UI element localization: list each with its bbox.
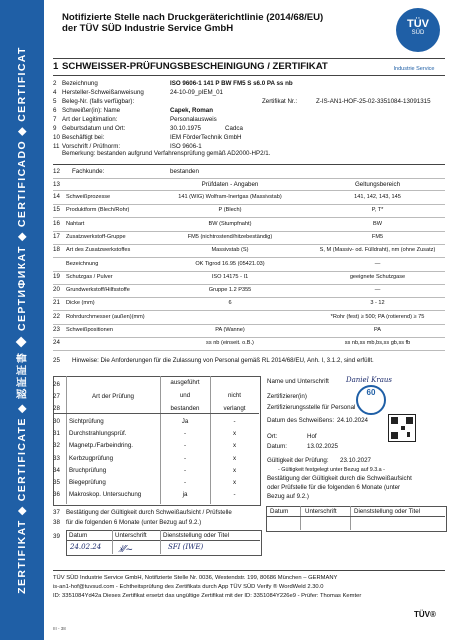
- certificate-title: SCHWEISSER-PRÜFUNGSBESCHEINIGUNG / ZERTIFIKAT: [62, 61, 328, 72]
- field-value: IEM FörderTechnik GmbH: [170, 134, 242, 141]
- param-test-value: ss nb (einseit. o.B.): [206, 340, 254, 347]
- col-head-geltungsbereich: Geltungsbereich: [354, 181, 401, 188]
- col-dienststellung-2: Dienststellung oder Titel: [354, 508, 421, 515]
- head-ausgefuehrt: ausgeführt: [170, 379, 200, 386]
- tuv-brand-mark: TÜV®: [414, 610, 436, 619]
- row-number: 38: [53, 519, 60, 526]
- row-number: 4: [53, 89, 57, 96]
- field-value: ISO 9606-1 141 P BW FM5 S s6.0 PA ss nb: [170, 80, 293, 87]
- col-unterschrift: Unterschrift: [115, 532, 147, 539]
- validity-value: 23.10.2027: [340, 457, 371, 464]
- welding-date-label: Datum des Schweißens:: [267, 417, 335, 424]
- field-value: Capek, Roman: [170, 107, 213, 114]
- place-value: Hof: [307, 433, 317, 440]
- welding-date-value: 24.10.2024: [337, 417, 368, 424]
- header-title: [62, 12, 362, 34]
- test-name: Magnetp./Farbeindring.: [69, 442, 133, 450]
- param-label: Nahtart: [66, 220, 85, 227]
- row-number: 13: [53, 181, 60, 188]
- row-number: 33: [53, 454, 60, 462]
- field-label: Art der Legitimation:: [62, 116, 118, 123]
- divider: [53, 350, 445, 351]
- param-range-value: geeignete Schutzgase: [349, 273, 406, 280]
- supervisor-signature: ﾒ⁄⁄~: [118, 545, 134, 555]
- row-number: 9: [53, 125, 57, 132]
- param-test-value: 6: [228, 300, 232, 307]
- field-value: ISO 9606-1: [170, 143, 202, 150]
- col-datum-2: Datum: [270, 508, 289, 515]
- field-label: Geburtsdatum und Ort:: [62, 125, 126, 132]
- divider: [53, 244, 445, 245]
- param-range-value: —: [374, 260, 381, 267]
- param-range-value: P, T*: [371, 207, 384, 214]
- param-label: Grundwerkstoff/Hilfsstoffe: [66, 287, 130, 294]
- validity-note-2: Bestätigung der Gültigkeit durch die Schweißaufsicht: [267, 475, 412, 482]
- param-test-value: Gruppe 1.2 P355: [208, 287, 252, 294]
- row-number: 31: [53, 430, 60, 438]
- certifier-signature: Daniel Kraus: [346, 376, 392, 384]
- param-label: Schutzgas / Pulver: [66, 273, 113, 280]
- row-number: 20: [53, 286, 60, 294]
- param-range-value: —: [374, 287, 381, 294]
- param-label: Rohrdurchmesser (außen)(mm): [66, 313, 145, 320]
- param-range-value: *Rohr (fest) ≥ 500; PA (rotierend) ≥ 75: [330, 313, 425, 320]
- row-number: 14: [53, 193, 60, 200]
- row-number: 5: [53, 98, 57, 105]
- stamp-text: 60: [366, 388, 376, 397]
- param-range-value: ss nb,ss mb,bs,ss gb,ss fb: [344, 340, 411, 347]
- param-test-value: Massivstab (S): [211, 247, 249, 254]
- divider: [53, 297, 445, 298]
- field-label: Vorschrift / Prüfnorm:: [62, 143, 121, 150]
- head-bestanden: bestanden: [170, 405, 200, 412]
- row-number: 30: [53, 418, 60, 425]
- field-value-secondary: Cadca: [225, 125, 243, 132]
- field-value: 30.10.1975: [170, 125, 201, 132]
- divider: [53, 190, 445, 191]
- validity-label: Gültigkeit der Prüfung:: [267, 457, 329, 464]
- certificate-side-band: [0, 0, 44, 640]
- param-label: Dicke (mm): [66, 300, 95, 307]
- col-dienststellung: Dienststellung oder Titel: [163, 532, 230, 539]
- footer-line-1: TÜV SÜD Industrie Service GmbH, Notifizierte Stelle Nr. 0036, Westendstr. 199, 80686 München – GERMANY: [53, 575, 338, 581]
- divider: [53, 231, 445, 232]
- validity-note-3: oder Prüfstelle für die folgenden 6 Monate (unter: [267, 484, 401, 491]
- confirmation-line-1: Bestätigung der Gültigkeit durch Schweißaufsicht / Prüfstelle: [66, 509, 232, 516]
- head-art-der-pruefung: Art der Prüfung: [92, 393, 134, 400]
- divider: [300, 506, 301, 530]
- header-title-line2: der TÜV SÜD Industrie Service GmbH: [62, 23, 234, 34]
- test-performed: -: [183, 430, 187, 438]
- test-not-required: x: [232, 442, 237, 450]
- param-test-value: 141 (WIG) Wolfram-Inertgas (Massivstab): [178, 194, 282, 200]
- divider: [53, 75, 445, 76]
- head-nicht: nicht: [227, 392, 242, 399]
- divider: [66, 540, 260, 541]
- certificate-number-label: Zertifikat Nr.:: [262, 98, 298, 105]
- test-name: Bruchprüfung: [69, 466, 107, 474]
- divider: [53, 217, 445, 218]
- footer-line-2: is-an1-hof@tuvsud.com - Echtheitsprüfung des Zertifikats durch App TÜV SÜD Verify ® WordWeld 2.30.0: [53, 584, 324, 590]
- row-number: 37: [53, 509, 60, 516]
- row-number: 28: [53, 405, 60, 412]
- field-label: Bezeichnung: [62, 80, 98, 87]
- row-number: 35: [53, 479, 60, 486]
- test-performed: -: [183, 479, 187, 486]
- tuv-logo: [396, 8, 440, 52]
- row-number: 39: [53, 533, 60, 540]
- param-range-value: BW: [372, 220, 382, 227]
- logo-text: TÜV: [407, 18, 429, 30]
- certifier-role: Zertifizierer(in): [267, 393, 307, 400]
- head-verlangt: verlangt: [223, 405, 246, 412]
- row-number: 11: [53, 143, 60, 150]
- col-head-pruefdaten: Prüfdaten - Angaben: [201, 181, 259, 188]
- issue-date-label: Datum:: [267, 443, 287, 450]
- row-number: 25: [53, 357, 60, 364]
- section-number: 1: [53, 61, 59, 72]
- divider: [53, 570, 445, 571]
- param-label: Schweißpositionen: [66, 327, 113, 333]
- issue-date-value: 13.02.2025: [307, 443, 338, 450]
- param-label: Bezeichnung: [66, 260, 99, 267]
- divider: [53, 413, 259, 414]
- test-performed: ja: [182, 491, 188, 499]
- divider: [53, 257, 445, 258]
- test-name: Sichtprüfung: [69, 418, 104, 425]
- test-name: Kerbzugprüfung: [69, 454, 114, 462]
- param-test-value: BW (Stumpfnaht): [208, 220, 252, 227]
- certification-stamp: [356, 385, 386, 415]
- divider: [53, 164, 445, 165]
- head-und: und: [179, 392, 191, 399]
- divider: [53, 178, 445, 179]
- row-number: 16: [53, 219, 60, 227]
- field-value: Personalausweis: [170, 116, 217, 123]
- field-label: Hersteller-Schweißanweisung: [62, 89, 144, 96]
- param-test-value: PA (Wanne): [215, 327, 245, 333]
- param-range-value: 141, 142, 143, 145: [354, 194, 401, 200]
- divider: [53, 310, 445, 311]
- field-value: 24-10-09_pIEM_01: [170, 89, 223, 96]
- test-name: Biegeprüfung: [69, 479, 106, 486]
- param-label: Zusatzwerkstoff-Gruppe: [66, 233, 126, 240]
- param-range-value: 3 - 12: [370, 300, 385, 307]
- validity-note-4: Bezug auf 9.2.): [267, 493, 309, 500]
- row-number: 19: [53, 272, 60, 280]
- param-label: Produktform (Blech/Rohr): [66, 207, 130, 214]
- row-number: 21: [53, 299, 60, 307]
- divider: [53, 337, 445, 338]
- side-band-text: ZERTIFIKAT ◆ CERTIFICATE ◆ 認証証書 ◆ СЕРТИФИКАТ ◆ CERTIFICADO ◆ CERTIFICAT: [16, 46, 28, 594]
- row-number: 32: [53, 442, 60, 450]
- test-performed: -: [183, 442, 187, 450]
- param-range-value: S, M (Massiv- od. Fülldraht), nm (ohne Zusatz): [319, 247, 436, 254]
- divider: [350, 506, 351, 530]
- test-performed: -: [183, 466, 187, 474]
- test-performed: Ja: [181, 418, 189, 425]
- param-test-value: FM5 (nichtrostend/hitzebeständig): [187, 233, 273, 240]
- param-test-value: ISO 14175 - I1: [211, 273, 249, 280]
- divider: [53, 271, 445, 272]
- logo-caption: Industrie Service: [393, 66, 435, 72]
- row-number: 17: [53, 232, 60, 240]
- row-number: 22: [53, 312, 60, 320]
- row-number: 6: [53, 107, 57, 114]
- remark: Bemerkung: bestanden aufgrund Verfahrensprüfung gemäß AD2000-HP2/1.: [62, 150, 271, 157]
- field-label: Schweißer(in): Name: [62, 107, 121, 114]
- col-unterschrift-2: Unterschrift: [305, 508, 337, 515]
- test-not-required: x: [232, 430, 237, 438]
- row-number: 23: [53, 326, 60, 333]
- name-label: Name und Unterschrift: [267, 378, 329, 385]
- test-not-required: x: [232, 466, 237, 474]
- field-label: Beleg-Nr. (falls verfügbar):: [62, 98, 135, 105]
- certificate-number-value: Z-IS-AN1-HOF-25-02-3351084-13091315: [316, 98, 431, 105]
- param-test-value: OK Tigrod 16.95 (05421.03): [195, 260, 265, 267]
- divider: [112, 530, 113, 554]
- test-not-required: x: [232, 454, 237, 462]
- test-not-required: -: [233, 418, 236, 425]
- row-number: 12: [53, 168, 60, 175]
- handwritten-date: 24.02.24: [70, 543, 102, 551]
- col-datum: Datum: [69, 532, 88, 539]
- header-title-line1: Notifizierte Stelle nach Druckgeräterichtlinie (2014/68/EU): [62, 12, 324, 23]
- divider: [53, 324, 445, 325]
- row-number: 7: [53, 116, 57, 123]
- row-number: 15: [53, 206, 60, 214]
- param-test-value: P (Blech): [218, 207, 242, 214]
- test-not-required: x: [232, 479, 237, 486]
- certifier-body: Zertifizierungsstelle für Personal: [267, 404, 356, 411]
- param-label: Art des Zusatzwerkstoffes: [66, 247, 131, 254]
- param-range-value: FM5: [371, 233, 384, 240]
- fachkunde-value: bestanden: [170, 168, 199, 175]
- divider: [53, 204, 445, 205]
- logo-subtext: SÜD: [411, 30, 425, 36]
- hint-text: Hinweise: Die Anforderungen für die Zulassung von Personal gemäß RL 2014/68/EU, Anh. I, 3.1.2, sind erfüllt.: [72, 357, 374, 364]
- verification-qr-code: [388, 414, 416, 442]
- test-name: Makroskop. Untersuchung: [69, 491, 142, 499]
- test-name: Durchstrahlungsprüf.: [69, 430, 127, 438]
- row-number: 27: [53, 393, 60, 400]
- divider: [53, 58, 445, 59]
- row-number: 18: [53, 246, 60, 254]
- divider: [53, 284, 445, 285]
- param-range-value: PA: [373, 327, 382, 333]
- row-number: 2: [53, 80, 57, 87]
- row-number: 36: [53, 491, 60, 499]
- test-not-required: -: [233, 491, 236, 499]
- row-number: 34: [53, 466, 60, 474]
- field-label: Beschäftigt bei:: [62, 134, 105, 141]
- test-performed: -: [183, 454, 187, 462]
- confirmation-line-2: für die folgenden 6 Monate (unter Bezug auf 9.2.): [66, 519, 202, 526]
- row-number: 26: [53, 381, 60, 388]
- fachkunde-label: Fachkunde:: [72, 168, 105, 175]
- handwritten-title: SFI (IWE): [168, 543, 204, 551]
- validity-note-1: - Gültigkeit festgelegt unter Bezug auf 9.3.a -: [278, 467, 385, 473]
- row-number: 10: [53, 134, 60, 141]
- row-number: 24: [53, 339, 60, 347]
- divider: [160, 530, 161, 554]
- param-label: Schweißprozesse: [66, 194, 111, 200]
- divider: [266, 516, 445, 517]
- footer-line-3: ID: 3351084Yd42a Dieses Zertifikat ersetzt das ungültige Zertifikat mit der ID: 3351084Y226e9 - Prüfer: Thomas Kemter: [53, 593, 362, 599]
- place-label: Ort:: [267, 433, 278, 440]
- form-code: III - 38: [53, 626, 66, 631]
